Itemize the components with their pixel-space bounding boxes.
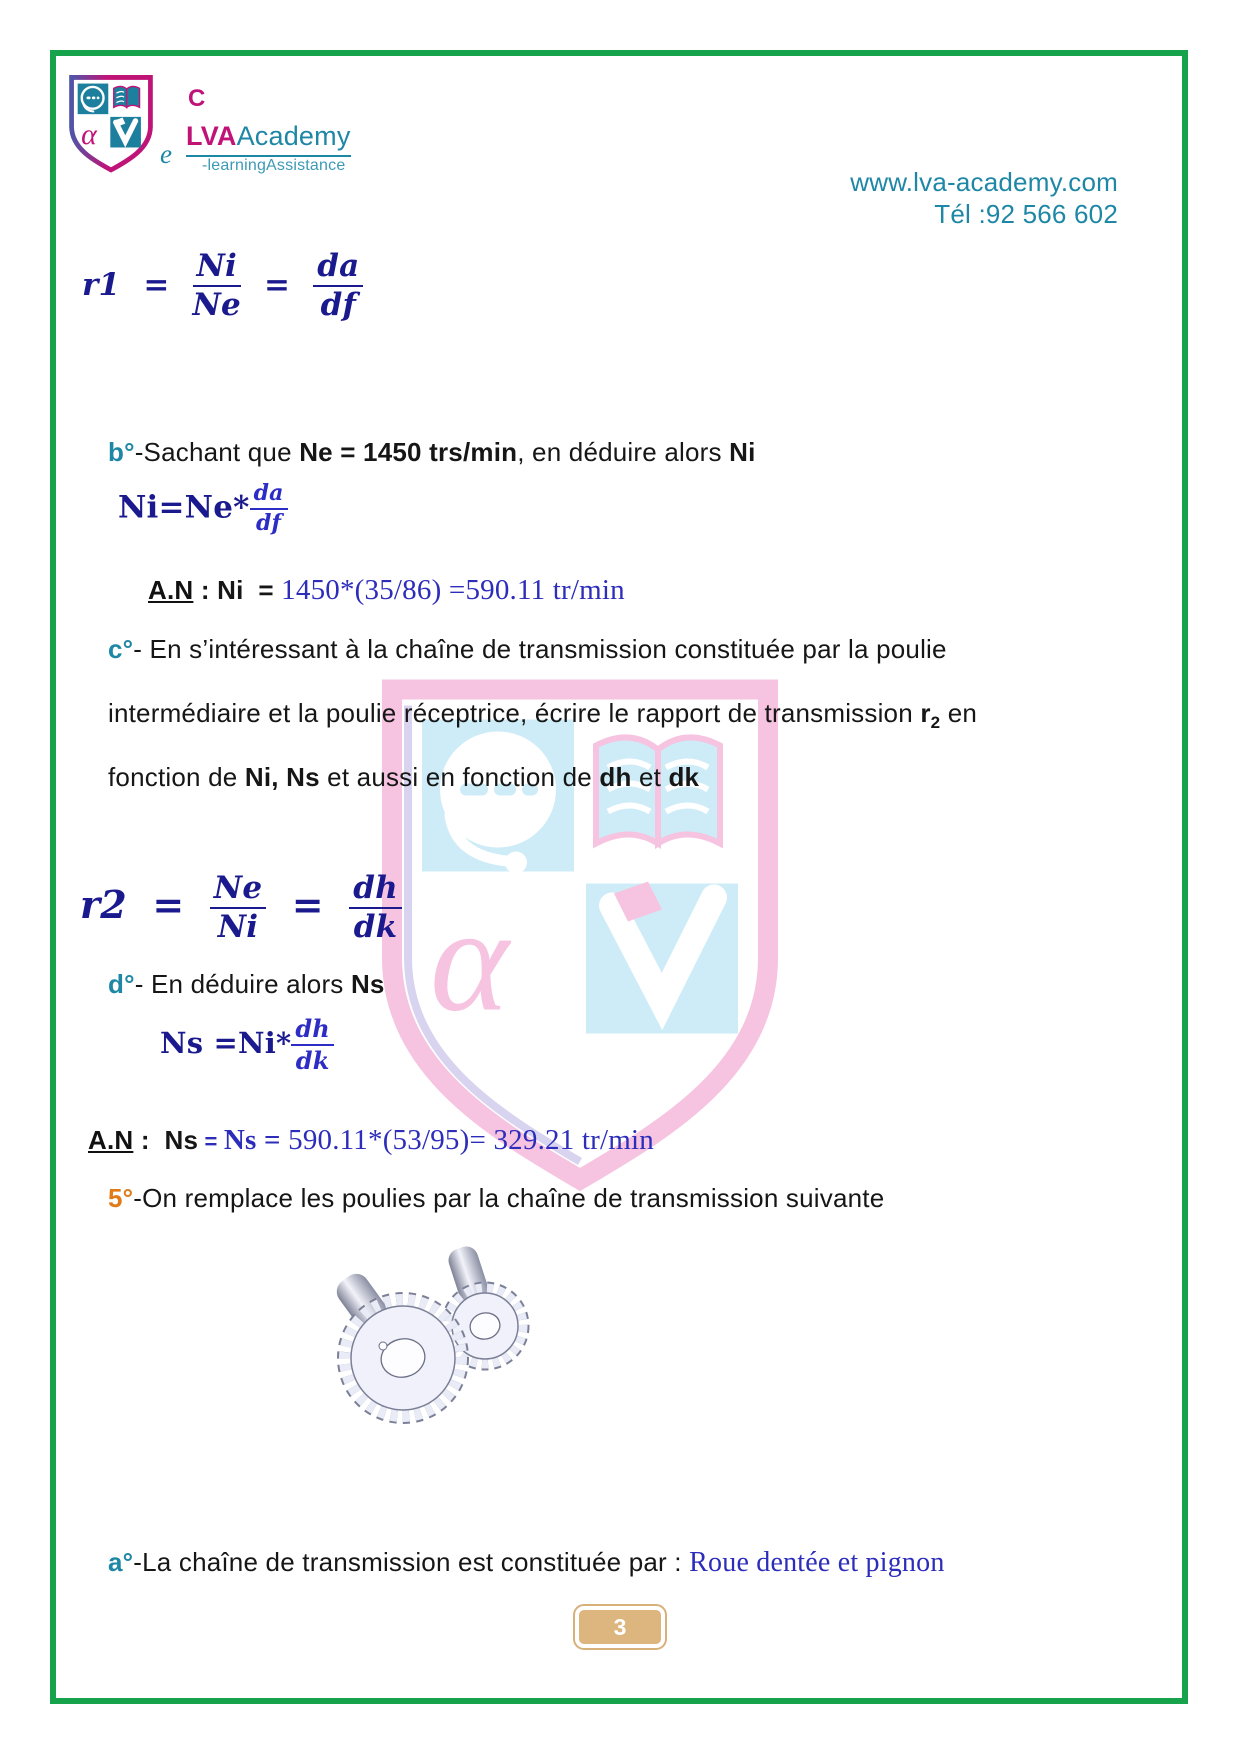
fraction-den: df — [255, 509, 282, 536]
unknown-ns: Ns — [350, 969, 385, 999]
ratio-r2 — [920, 698, 941, 733]
formula-r2-lhs: r2 — [80, 881, 127, 927]
unknown-ni: Ni — [729, 437, 756, 467]
fraction-dh-dk — [349, 872, 402, 945]
lva-logo — [55, 72, 167, 174]
an-value: 1450*(35/86) =590.11 tr/min — [281, 574, 625, 606]
answer-a — [108, 1545, 945, 1580]
headset-dash — [92, 96, 95, 99]
fraction-ne-ni — [210, 872, 266, 945]
fraction-num: Ne — [210, 872, 266, 909]
fraction-da-df — [250, 482, 288, 536]
answer-a-value: Roue dentée et pignon — [689, 1547, 945, 1578]
fraction-den: Ni — [217, 909, 259, 946]
vars-ni-ns: Ni, Ns — [244, 762, 320, 792]
question-b-text2: , en déduire alors — [517, 437, 730, 467]
phone-number: Tél :92 566 602 — [934, 199, 1118, 229]
fraction-dh-dk — [291, 1016, 334, 1074]
equals-sign: = — [198, 1129, 224, 1154]
question-c-line3 — [108, 761, 699, 794]
formula-r1-lhs: r1 — [82, 266, 121, 303]
equals-sign: = — [264, 266, 291, 303]
equals-sign: = — [152, 881, 185, 927]
question-c-text1: - En s’intéressant à la chaîne de transmission constituée par la poulie — [133, 634, 947, 664]
given-value: Ne = 1450 trs/min — [299, 437, 518, 467]
formula-ni-prefix: Ni=Ne* — [118, 489, 250, 526]
question-5-marker: 5° — [108, 1183, 134, 1213]
equals-sign: = — [143, 266, 170, 303]
formula-ns — [160, 1016, 334, 1074]
var-dk: dk — [668, 762, 700, 792]
an-label: A.N — [148, 575, 194, 605]
an-variable: Ns — [164, 1125, 199, 1155]
fraction-den: df — [320, 287, 356, 324]
logo-letter: C — [188, 85, 206, 112]
fraction-num: da — [250, 482, 288, 510]
an-value-bold: Ns = — [223, 1124, 289, 1156]
question-b-marker: b° — [108, 437, 135, 467]
website-url: www.lva-academy.com — [850, 167, 1118, 197]
equals-sign: = — [243, 575, 282, 605]
large-gear — [332, 1269, 461, 1416]
question-c-marker: c° — [108, 634, 134, 664]
an-colon: : — [133, 1125, 165, 1155]
question-c-text3c: et — [631, 762, 669, 792]
headset-dash — [97, 96, 100, 99]
fraction-num: da — [313, 250, 363, 287]
question-d-text: - En déduire alors — [134, 969, 351, 999]
question-d — [108, 968, 385, 1001]
question-c-line2 — [108, 697, 977, 733]
answer-a-text: -La chaîne de transmission est constituée par : — [133, 1547, 690, 1577]
question-c-line1 — [108, 633, 947, 666]
fraction-num: dh — [291, 1016, 334, 1046]
brand-academy: Academy — [236, 121, 351, 151]
script-e: e — [160, 139, 173, 169]
question-c-text3: fonction de — [108, 762, 245, 792]
gear-keyway — [379, 1342, 387, 1350]
fraction-den: dk — [353, 909, 398, 946]
fraction-num: dh — [349, 872, 402, 909]
fraction-den: dk — [295, 1045, 330, 1075]
question-5-text: -On remplace les poulies par la chaîne de transmission suivante — [133, 1183, 885, 1213]
book-icon — [127, 86, 140, 107]
fraction-num: Ni — [193, 250, 242, 287]
question-5 — [108, 1182, 884, 1215]
var-dh: dh — [599, 762, 632, 792]
formula-r2 — [80, 872, 402, 945]
gears-illustration — [318, 1238, 548, 1433]
an-colon: : — [193, 575, 218, 605]
answer-a-marker: a° — [108, 1547, 134, 1577]
formula-ni — [118, 482, 288, 536]
question-c-text2b: en — [940, 698, 978, 728]
question-c-text3b: et aussi en fonction de — [319, 762, 600, 792]
equals-sign: = — [291, 881, 324, 927]
alpha-glyph: α — [81, 118, 97, 152]
numeric-application-ns — [88, 1122, 654, 1158]
fraction-den: Ne — [192, 287, 241, 324]
small-gear — [445, 1243, 522, 1363]
brand-lva: LVA — [186, 121, 237, 151]
question-d-marker: d° — [108, 969, 135, 999]
brand-tagline: -learningAssistance — [202, 157, 346, 174]
brand-wordmark — [186, 120, 351, 157]
formula-ns-prefix: Ns =Ni* — [160, 1025, 292, 1060]
page-number-badge — [575, 1606, 665, 1648]
question-c-text2: intermédiaire et la poulie réceptrice, écrire le rapport de transmission — [108, 698, 921, 728]
formula-r1 — [82, 250, 363, 323]
alpha-glyph: α — [430, 876, 509, 1043]
r2-subscript: 2 — [930, 713, 941, 733]
an-value: 590.11*(53/95)= 329.21 tr/min — [288, 1124, 654, 1156]
fraction-da-df — [313, 250, 363, 323]
question-b — [108, 436, 756, 469]
an-label: A.N — [88, 1125, 134, 1155]
headset-dash — [87, 96, 91, 99]
question-b-text: -Sachant que — [134, 437, 300, 467]
r2-base: r — [920, 698, 931, 728]
fraction-ni-ne — [193, 250, 242, 323]
an-variable: Ni — [217, 575, 244, 605]
numeric-application-ni — [148, 572, 625, 608]
page-number: 3 — [613, 1613, 627, 1640]
